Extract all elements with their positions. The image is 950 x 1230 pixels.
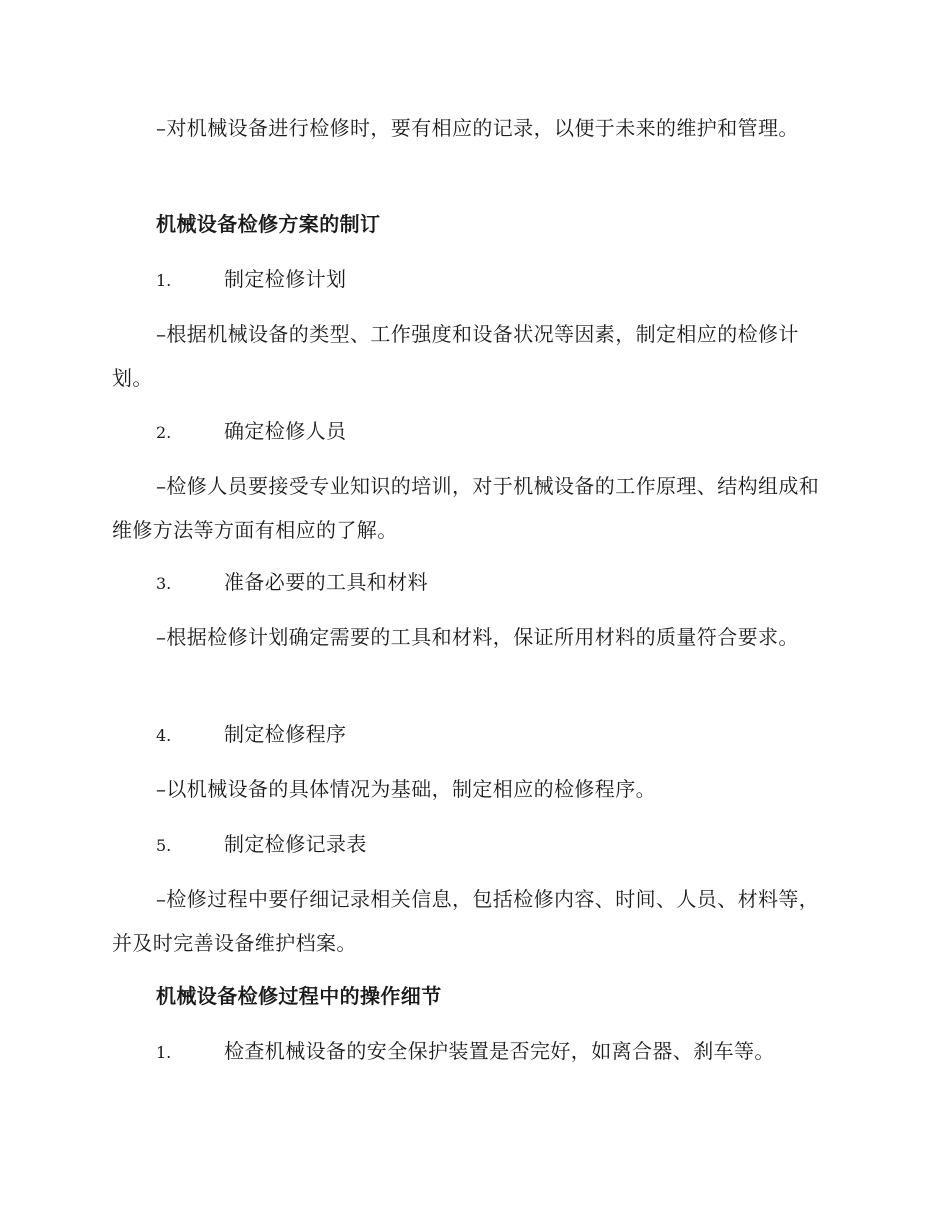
list-item [112,560,868,606]
list-number: 5. [156,836,172,855]
list-item-text: 制定检修程序 [224,722,347,746]
list-number: 4. [156,726,172,745]
paragraph: –检修人员要接受专业知识的培训，对于机械设备的工作原理、结构组成和维修方法等方面有相应的了解。 [112,474,820,542]
list-item [112,409,868,455]
section-heading: 机械设备检修过程中的操作细节 [156,984,442,1008]
paragraph: –对机械设备进行检修时，要有相应的记录，以便于未来的维护和管理。 [156,116,799,140]
section-heading: 机械设备检修方案的制订 [156,212,381,236]
list-item-text: 确定检修人员 [224,419,347,443]
list-item [112,257,868,303]
paragraph: –以机械设备的具体情况为基础，制定相应的检修程序。 [156,777,656,801]
list-item [112,712,868,758]
list-item [112,822,868,868]
list-item-text: 检查机械设备的安全保护装置是否完好，如离合器、刹车等。 [224,1039,775,1063]
paragraph: –根据机械设备的类型、工作强度和设备状况等因素，制定相应的检修计划。 [112,322,799,390]
paragraph: –检修过程中要仔细记录相关信息，包括检修内容、时间、人员、材料等，并及时完善设备维护档案。 [112,887,820,955]
paragraph: –根据检修计划确定需要的工具和材料，保证所用材料的质量符合要求。 [156,625,799,649]
list-number: 1. [156,271,172,290]
list-item-text: 制定检修记录表 [224,832,367,856]
list-number: 2. [156,423,172,442]
list-item [112,1029,868,1075]
list-item-text: 准备必要的工具和材料 [224,570,428,594]
list-item-text: 制定检修计划 [224,267,347,291]
list-number: 3. [156,574,172,593]
list-number: 1. [156,1043,172,1062]
